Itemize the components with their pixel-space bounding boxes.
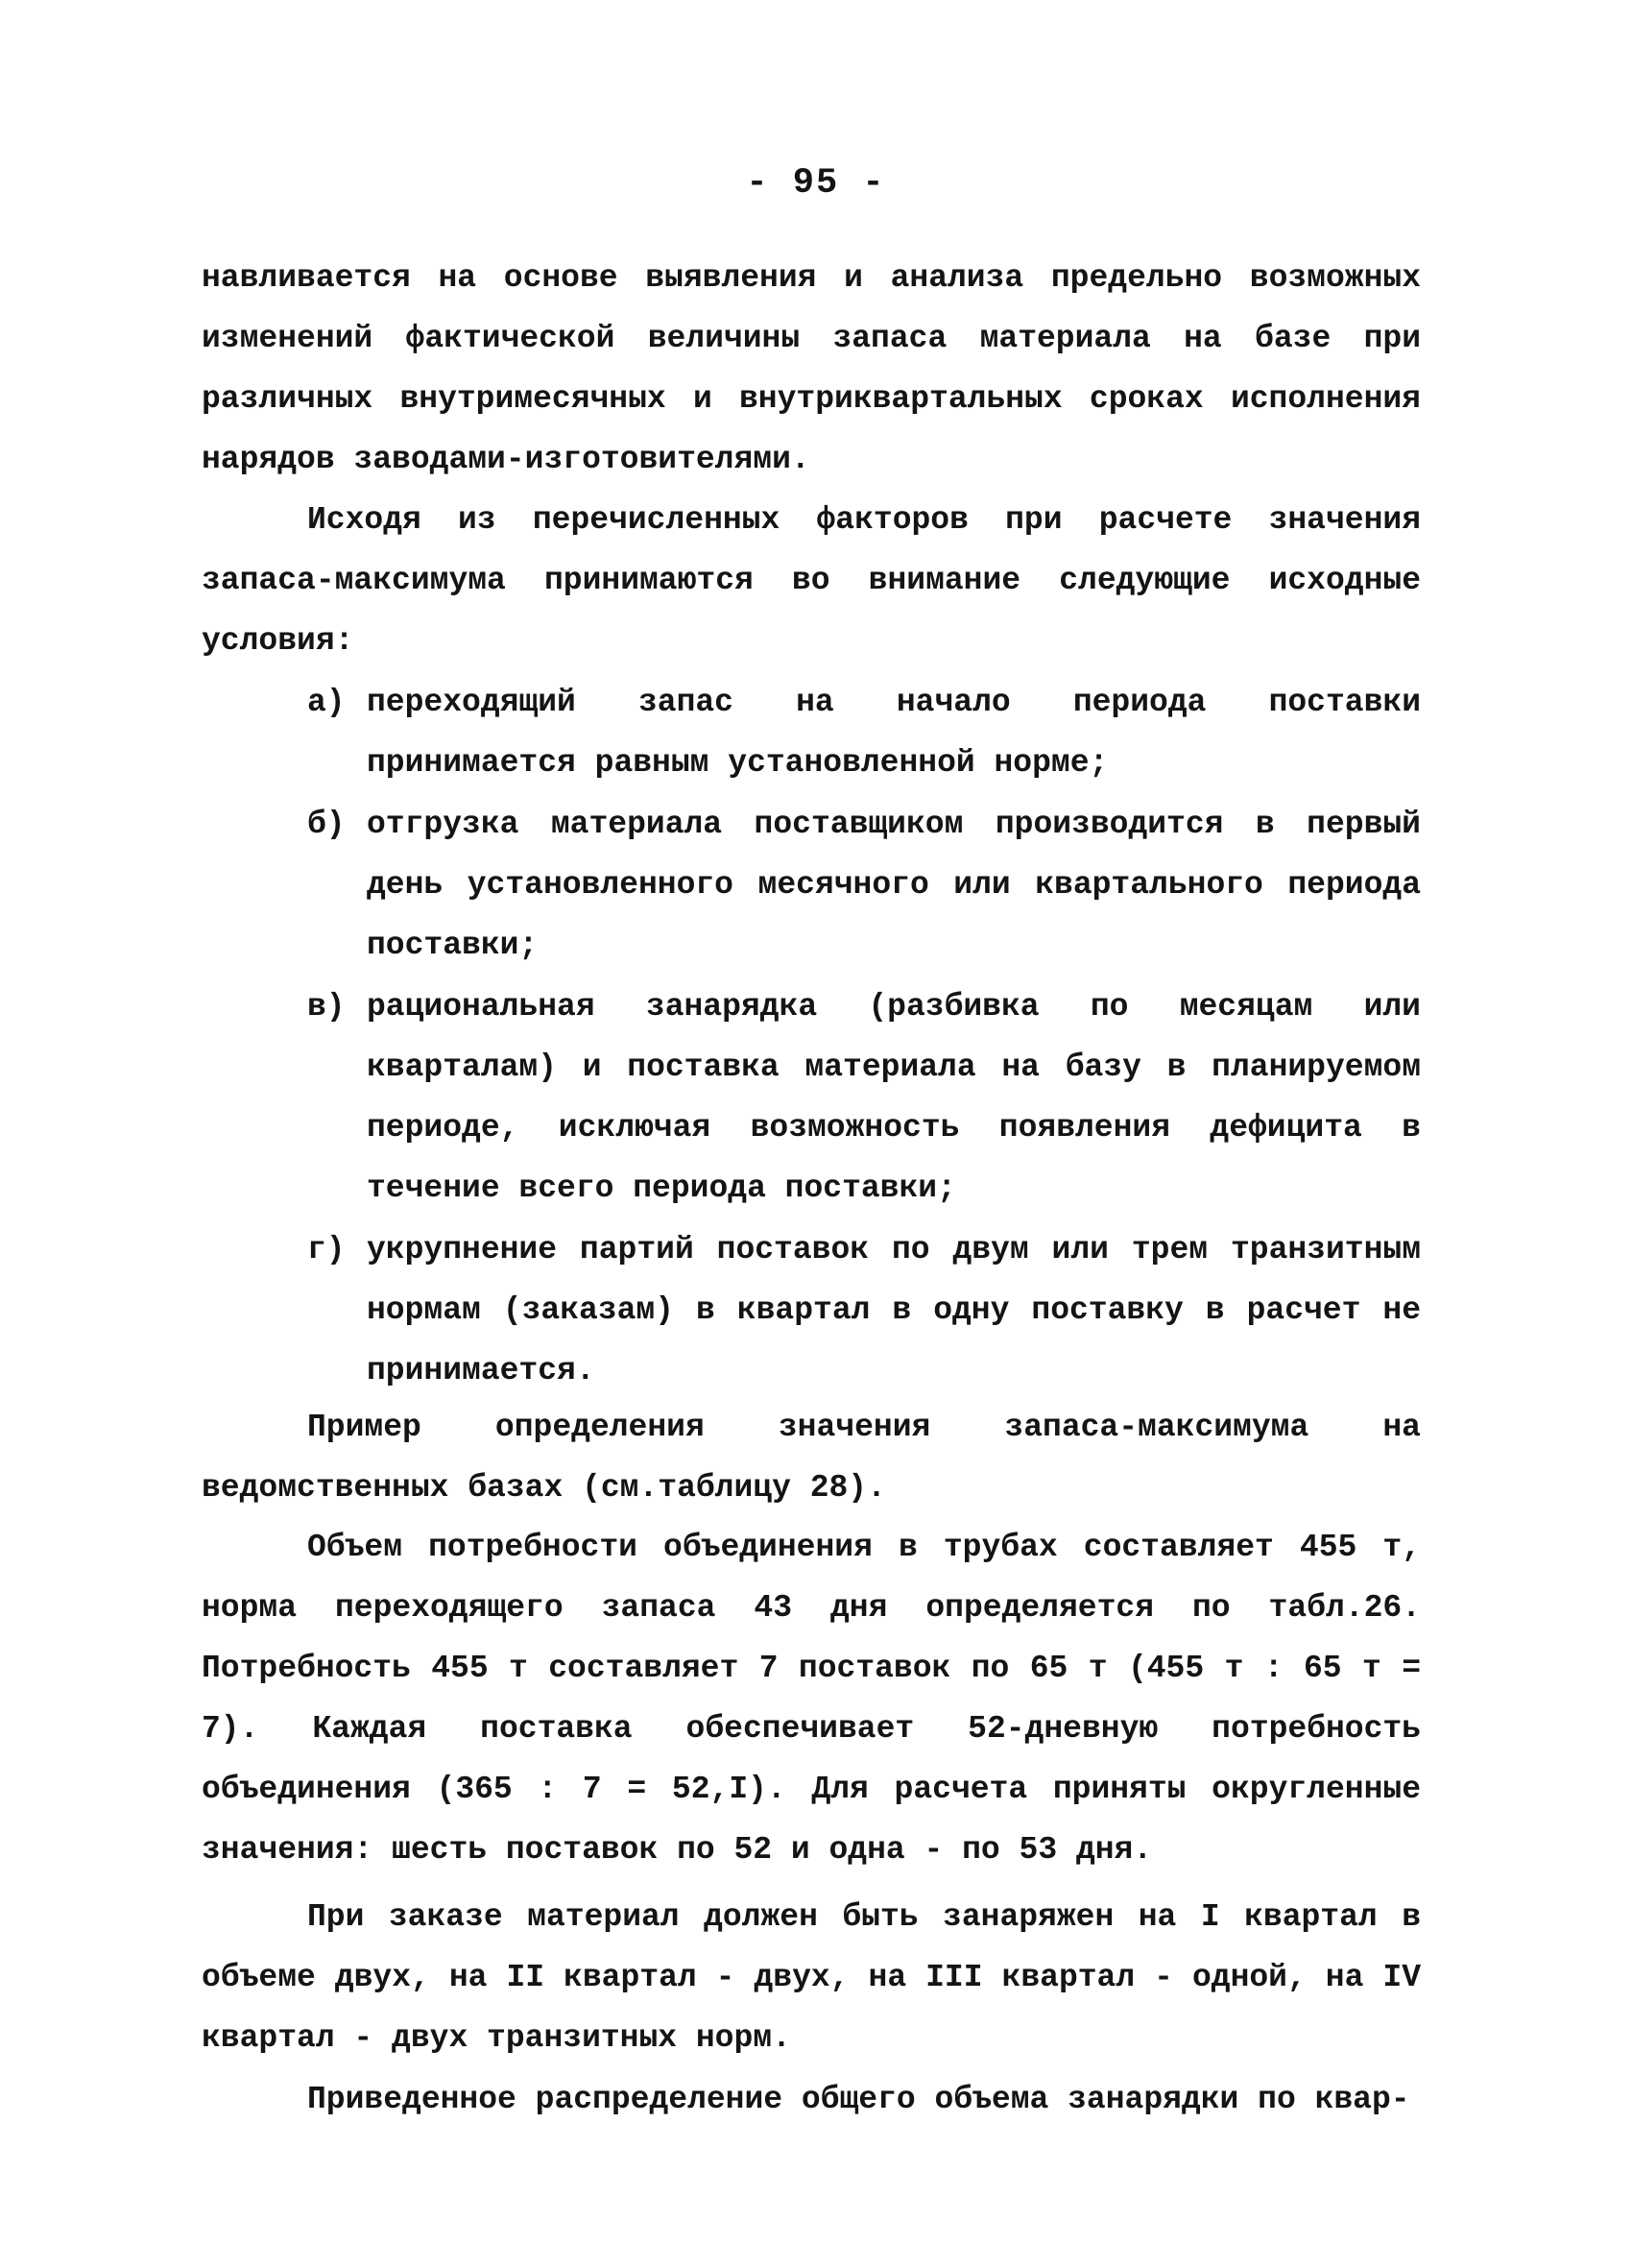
example-paragraph: Пример определения значения запаса-максимума на ведомственных базах (см.таблицу 28). [202, 1410, 1421, 1506]
final-paragraph-block [202, 2069, 1421, 2130]
intro-paragraph: навливается на основе выявления и анализа предельно возможных изменений фактической величины запаса материала на базе при различных внутримесячных и внутриквартальных сроках исполнения нарядов заводами-изготовителями. [202, 260, 1421, 477]
list-item-marker: б) [307, 807, 346, 842]
example-paragraph-block [202, 1397, 1421, 1518]
list-item [307, 794, 1421, 976]
list-item-text: рациональная занарядка (разбивка по месяцам или кварталам) и поставка материала на базу в планируемом периоде, исключая возможность появления дефицита в течение всего периода поставки; [367, 989, 1421, 1206]
list-item [307, 1219, 1421, 1401]
list-item-marker: в) [307, 989, 346, 1025]
list-item-text: переходящий запас на начало периода поставки принимается равным установленной норме; [367, 685, 1421, 781]
list-item [307, 672, 1421, 793]
final-paragraph: Приведенное распределение общего объема занарядки по квар- [307, 2082, 1410, 2117]
list-item [307, 977, 1421, 1218]
list-item-marker: г) [307, 1232, 346, 1267]
volume-paragraph: Объем потребности объединения в трубах составляет 455 т, норма переходящего запаса 43 дня определяется по табл.26. Потребность 455 т составляет 7 поставок по 65 т (455 т : 65 т = 7). Каждая поставка обеспечивает 52-дневную потребность объединения (365 : 7 = 52,I). Для расчета приняты округленные значения: шесть поставок по 52 и одна - по 53 дня. [202, 1530, 1421, 1868]
list-item-marker: а) [307, 685, 346, 720]
order-paragraph-block [202, 1887, 1421, 2068]
order-paragraph: При заказе материал должен быть занаряжен на I квартал в объеме двух, на II квартал - двух, на III квартал - одной, на IV квартал - двух транзитных норм. [202, 1899, 1421, 2056]
list-item-text: отгрузка материала поставщиком производится в первый день установленного месячного или квартального периода поставки; [367, 807, 1421, 963]
conditions-paragraph-block [202, 490, 1421, 671]
list-item-text: укрупнение партий поставок по двум или трем транзитным нормам (заказам) в квартал в одну поставку в расчет не принимается. [367, 1232, 1421, 1388]
page-number: - 95 - [746, 163, 886, 204]
volume-paragraph-block [202, 1517, 1421, 1880]
intro-paragraph-block [202, 248, 1421, 490]
conditions-paragraph: Исходя из перечисленных факторов при расчете значения запаса-максимума принимаются во внимание следующие исходные условия: [202, 502, 1421, 659]
conditions-list [307, 672, 1421, 1402]
